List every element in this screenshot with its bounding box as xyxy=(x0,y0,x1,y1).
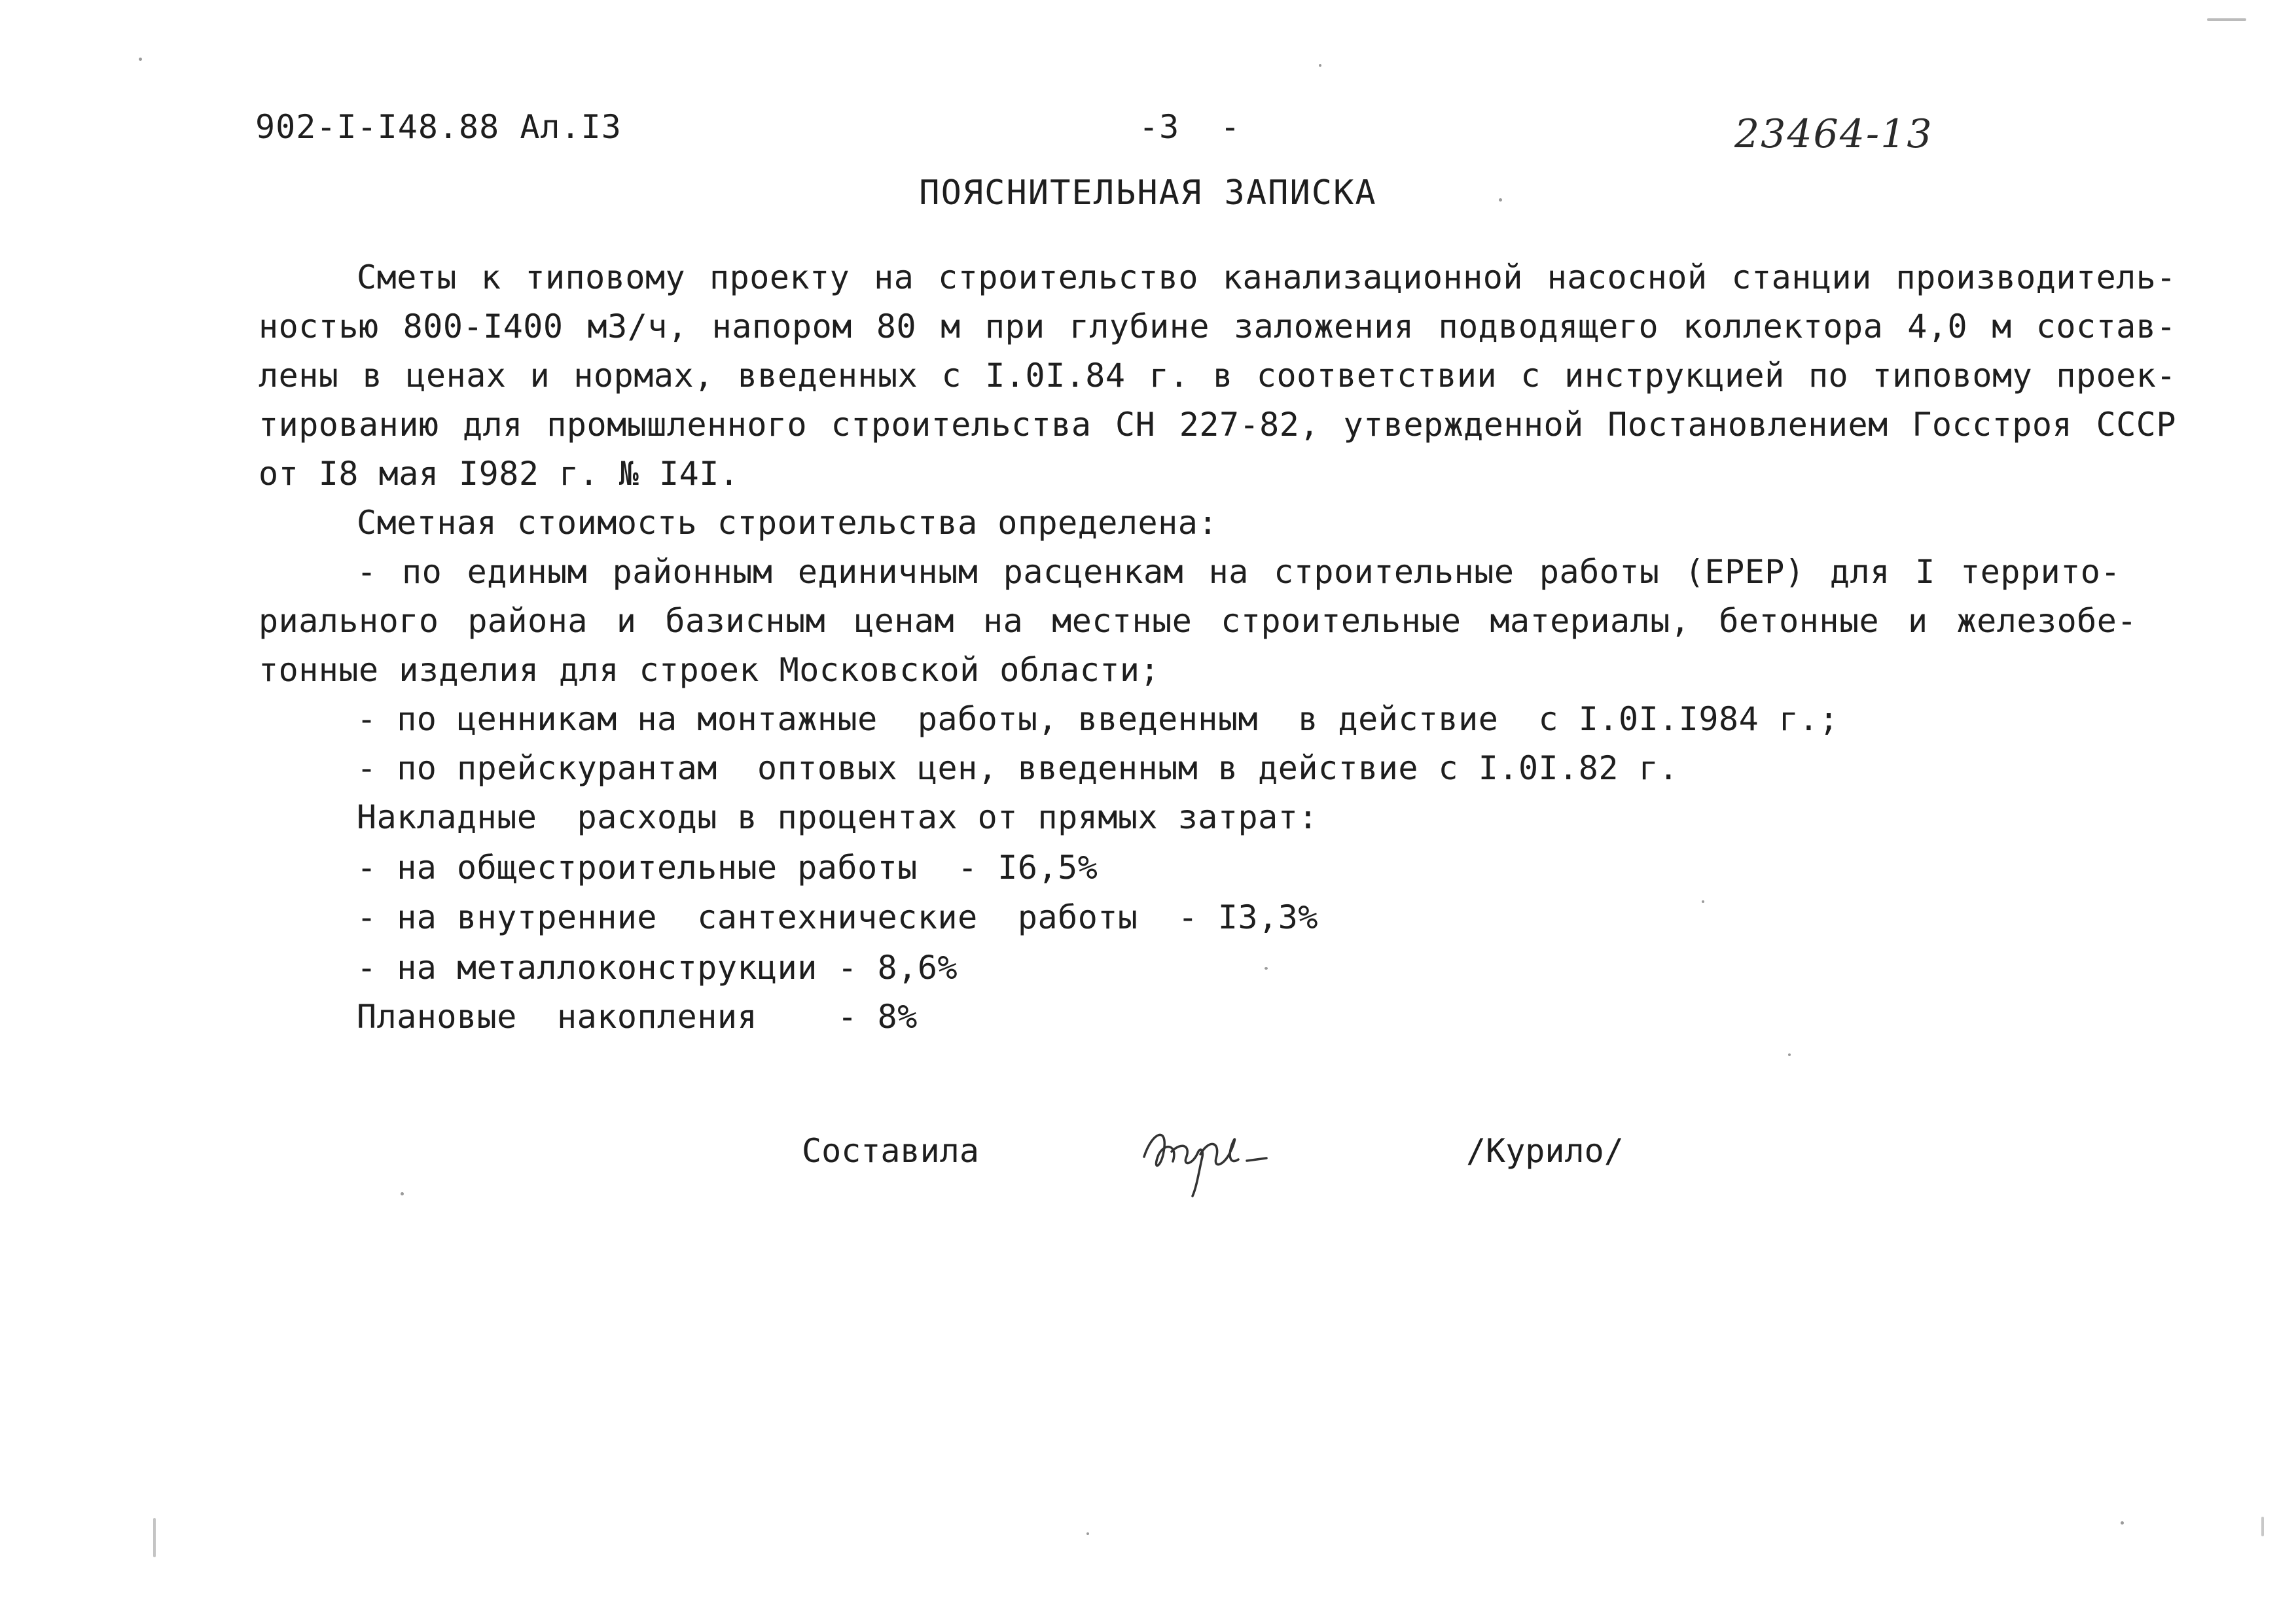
scan-speck xyxy=(1499,198,1502,202)
cost-item: тонные изделия для строек Московской области; xyxy=(259,651,1160,689)
cost-item: - по прейскурантам оптовых цен, введенным в действие с I.0I.82 г. xyxy=(357,749,1679,787)
overhead-item: - на металлоконструкции - 8,6% xyxy=(357,949,958,987)
paragraph1-line: от I8 мая I982 г. № I4I. xyxy=(259,455,740,493)
document-code: 902-I-I48.88 Ал.I3 xyxy=(255,108,622,146)
cost-item: риального района и базисным ценам на местные строительные материалы, бетонные и железобе- xyxy=(259,602,2137,640)
scan-speck xyxy=(2261,1517,2264,1536)
handwritten-archive-number: 23464-13 xyxy=(1734,111,1933,157)
cost-item: - по единым районным единичным расценкам на строительные работы (ЕРЕР) для I террито- xyxy=(357,553,2121,591)
scan-speck xyxy=(1086,1532,1089,1535)
signer-name: /Курило/ xyxy=(1466,1132,1624,1170)
cost-intro: Сметная стоимость строительства определена: xyxy=(357,504,1218,542)
overhead-item: - на общестроительные работы - I6,5% xyxy=(357,849,1098,887)
cost-item: - по ценникам на монтажные работы, введенным в действие с I.0I.I984 г.; xyxy=(357,700,1839,738)
planned-savings: Плановые накопления - 8% xyxy=(357,998,918,1036)
scan-speck xyxy=(2207,18,2246,21)
overhead-item: - на внутренние сантехнические работы - I3,3% xyxy=(357,898,1318,936)
paragraph1-line: ностью 800-I400 м3/ч, напором 80 м при глубине заложения подводящего коллектора 4,0 м состав- xyxy=(259,308,2176,345)
paragraph1-line: лены в ценах и нормах, введенных с I.0I.84 г. в соответствии с инструкцией по типовому проек- xyxy=(259,357,2176,395)
document-title: ПОЯСНИТЕЛЬНАЯ ЗАПИСКА xyxy=(919,173,1377,213)
scan-speck xyxy=(139,58,142,61)
scan-speck xyxy=(1788,1053,1791,1056)
scan-speck xyxy=(401,1192,404,1195)
paragraph1-line: Сметы к типовому проекту на строительство канализационной насосной станции производитель- xyxy=(357,258,2176,296)
paragraph1-line: тированию для промышленного строительства СН 227-82, утвержденной Постановлением Госстроя СССР xyxy=(259,406,2176,444)
scan-speck xyxy=(1319,64,1321,67)
overhead-intro: Накладные расходы в процентах от прямых затрат: xyxy=(357,798,1318,836)
signed-label: Составила xyxy=(802,1132,979,1170)
scan-speck xyxy=(1265,967,1268,970)
handwritten-signature xyxy=(1132,1106,1283,1204)
scan-speck xyxy=(153,1518,156,1557)
scan-speck xyxy=(2121,1521,2124,1525)
page-number: -3 - xyxy=(1139,108,1241,146)
scan-speck xyxy=(1702,900,1704,903)
